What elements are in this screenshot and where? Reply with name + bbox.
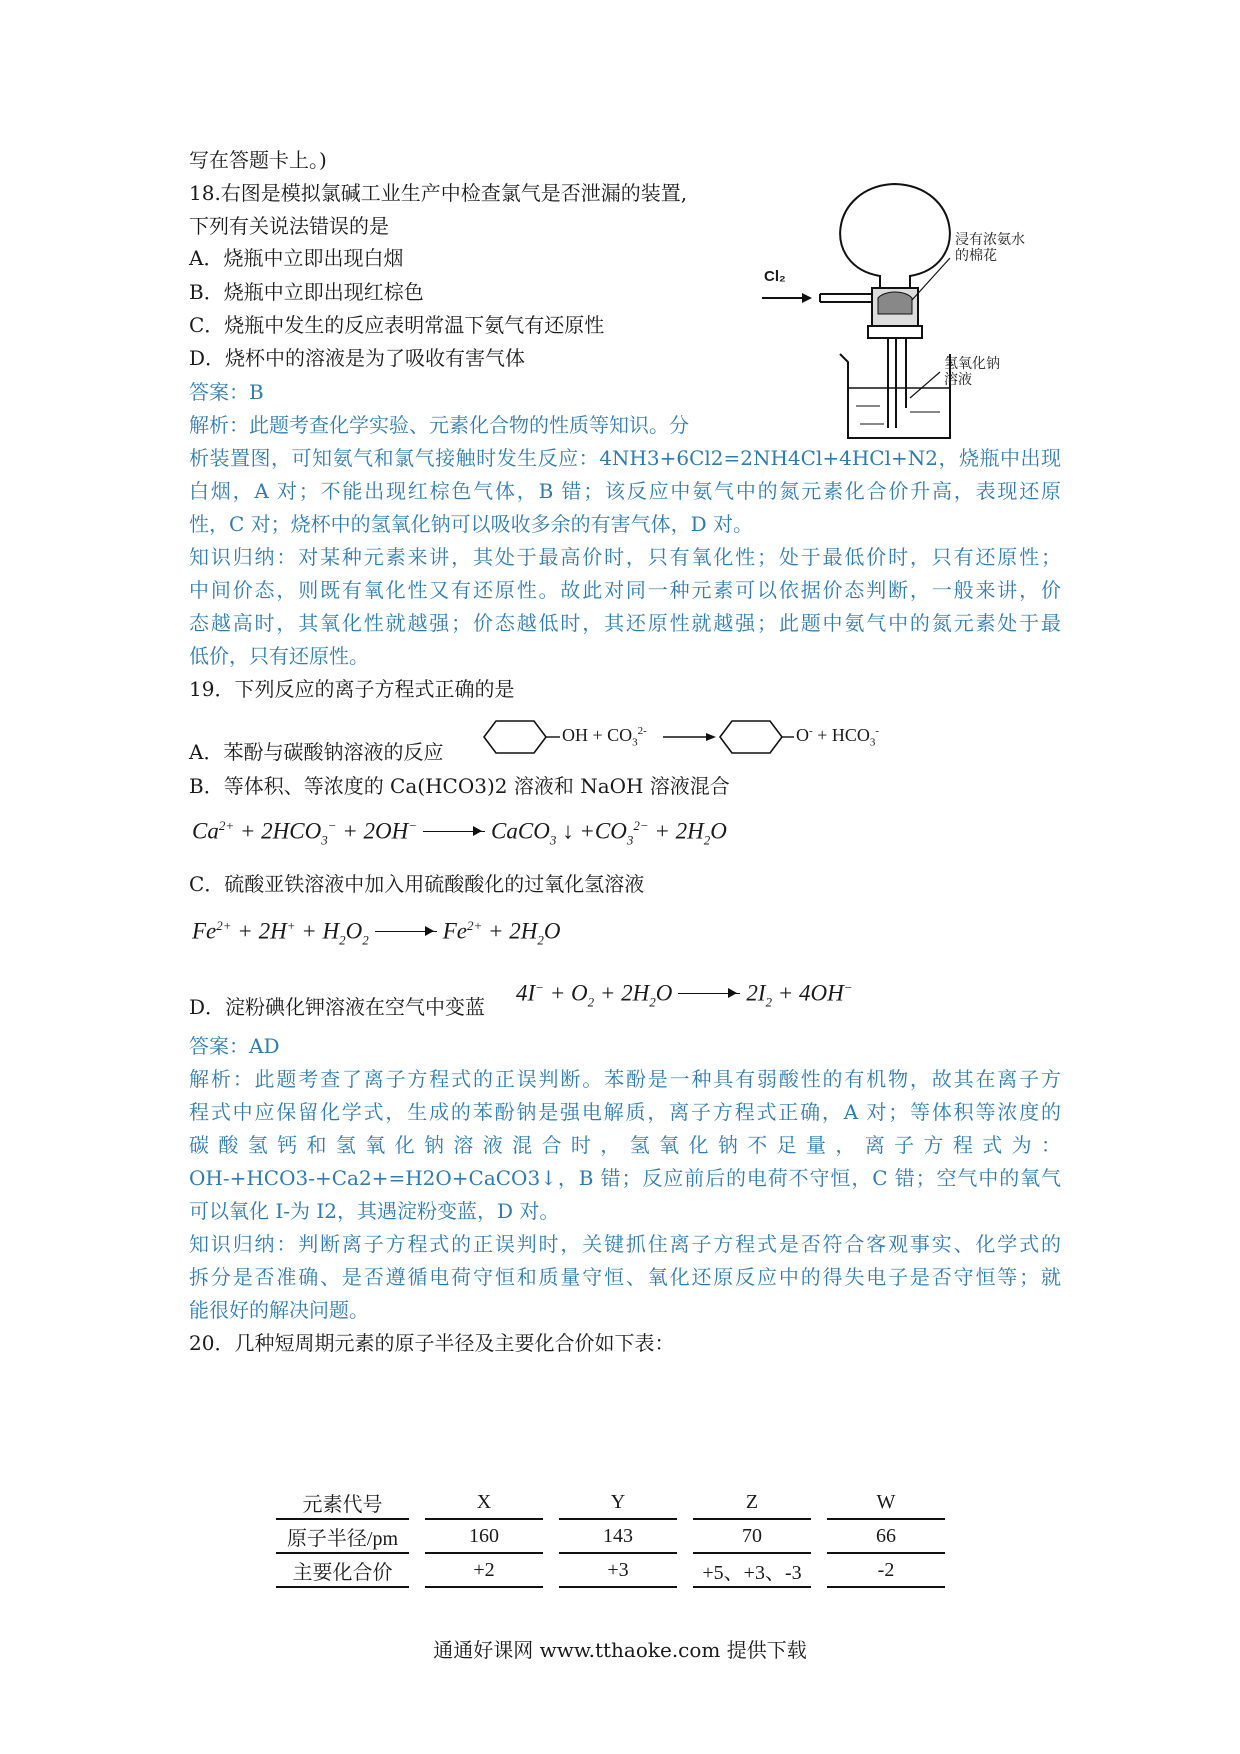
element-table [260,1486,961,1588]
page-footer: 通通好课网 www.tthaoke.com 提供下载 [433,1638,807,1662]
question-20: 20．几种短周期元素的原子半径及主要化合价如下表： [189,1331,675,1355]
text-line: 写在答题卡上。) [189,148,327,172]
knowledge-19: 能很好的解决问题。 [189,1298,369,1322]
knowledge-18: 低价，只有还原性。 [189,644,369,668]
equation-text: OH + CO [562,725,633,745]
answer-19: 答案：AD [189,1034,280,1058]
explanation-19: 解析：此题考查了离子方程式的正误判断。苯酚是一种具有弱酸性的有机物，故其在离子方 [189,1067,1061,1091]
table-cell: 143 [559,1520,677,1554]
explanation-18: 析装置图，可知氨气和氯气接触时发生反应：4NH3+6Cl2=2NH4Cl+4HCl+N2，烧瓶中出现 [189,446,1061,470]
option-c: C．烧瓶中发生的反应表明常温下氨气有还原性 [189,313,605,337]
knowledge-19: 知识归纳：判断离子方程式的正误判时，关键抓住离子方程式是否符合客观事实、化学式的 [189,1232,1061,1256]
explanation-19: 程式中应保留化学式，生成的苯酚钠是强电解质，离子方程式正确，A 对；等体积等浓度的 [189,1100,1061,1124]
option-d: D．烧杯中的溶液是为了吸收有害气体 [189,346,526,370]
table-cell: X [425,1486,543,1520]
table-cell: W [827,1486,945,1520]
option-c: C．硫酸亚铁溶液中加入用硫酸酸化的过氧化氢溶液 [189,872,645,896]
explanation-19: 碳酸氢钙和氢氧化钠溶液混合时，氢氧化钠不足量，离子方程式为： [189,1133,1061,1157]
option-a: A．苯酚与碳酸钠溶液的反应 [189,740,444,764]
phenol-equation: OH + $CO_3^{2-}$ $O^- + HCO_3^-$ [480,715,900,759]
equation-d: $4I^- + O_2 + 2H_2O$ $2I_2 + 4OH^-$ [516,980,853,1010]
knowledge-18: 知识归纳：对某种元素来讲，其处于最高价时，只有氧化性；处于最低价时，只有还原性； [189,545,1061,569]
table-cell: +5、+3、-3 [693,1554,811,1588]
option-a: A．烧瓶中立即出现白烟 [189,246,404,270]
table-cell: +2 [425,1554,543,1588]
explanation-19: 可以氧化 I-为 I2，其遇淀粉变蓝，D 对。 [189,1199,560,1223]
table-header-row [276,1486,945,1520]
naoh-label: 氢氧化钠 溶液 [944,356,1000,388]
knowledge-19: 拆分是否准确、是否遵循电荷守恒和质量守恒、氧化还原反应中的得失电子是否守恒等；就 [189,1265,1061,1289]
table-cell: Y [559,1486,677,1520]
cl2-label: Cl₂ [764,268,786,285]
option-d: D．淀粉碘化钾溶液在空气中变蓝 [189,995,486,1019]
table-cell: 160 [425,1520,543,1554]
equation-text: O [796,725,809,745]
question-19: 19．下列反应的离子方程式正确的是 [189,677,515,701]
question-18-stem: 下列有关说法错误的是 [189,214,389,238]
flask-apparatus-icon [760,176,1070,446]
table-cell: 元素代号 [276,1486,409,1520]
table-cell: -2 [827,1554,945,1588]
option-b: B．烧瓶中立即出现红棕色 [189,280,424,304]
knowledge-18: 态越高时，其氧化性就越强；价态越低时，其还原性就越强；此题中氨气中的氮元素处于最 [189,611,1061,635]
option-b: B．等体积、等浓度的 Ca(HCO3)2 溶液和 NaOH 溶液混合 [189,774,730,798]
explanation-18: 解析：此题考查化学实验、元素化合物的性质等知识。分 [189,413,689,437]
table-row [276,1554,945,1588]
table-row [276,1520,945,1554]
explanation-18: 白烟，A 对；不能出现红棕色气体，B 错；该反应中氨气中的氮元素化合价升高，表现还原 [189,479,1061,503]
apparatus-diagram [760,176,1070,446]
explanation-19: OH-+HCO3-+Ca2+=H2O+CaCO3↓，B 错；反应前后的电荷不守恒，C 错；空气中的氧气 [189,1166,1061,1190]
table-cell: 主要化合价 [276,1554,409,1588]
answer-18: 答案：B [189,380,264,404]
knowledge-18: 中间价态，则既有氧化性又有还原性。故此对同一种元素可以依据价态判断，一般来讲，价 [189,578,1061,602]
table-cell: 66 [827,1520,945,1554]
equation-c: $Fe^{2+} + 2H^+ + H_2O_2$ $Fe^{2+} + 2H_2O$ [192,918,561,948]
equation-b: $Ca^{2+} + 2HCO_3^- + 2OH^-$ CaCO$_3$ ↓ $+CO_3^{2-} + 2H_2O$ [192,818,727,848]
table-cell: +3 [559,1554,677,1588]
cotton-label: 浸有浓氨水 的棉花 [955,232,1025,264]
question-18: 18.右图是模拟氯碱工业生产中检查氯气是否泄漏的装置, [189,181,688,205]
table-cell: 70 [693,1520,811,1554]
table-cell: Z [693,1486,811,1520]
explanation-18: 性，C 对；烧杯中的氢氧化钠可以吸收多余的有害气体，D 对。 [189,512,754,536]
table-cell: 原子半径/pm [276,1520,409,1554]
